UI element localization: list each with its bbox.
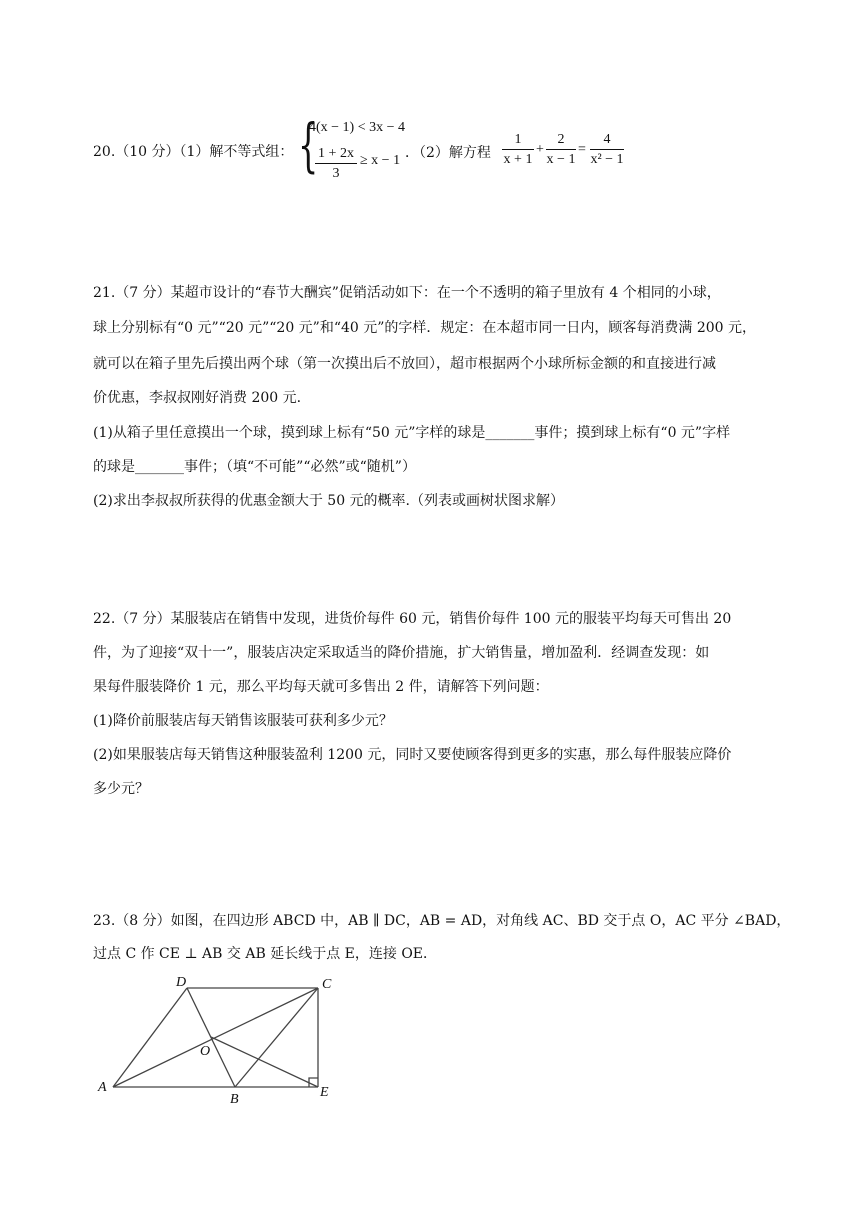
- q22-line: 22.（7 分）某服装店在销售中发现，进货价每件 60 元，销售价每件 100 元的服装平均每天可售出 20: [93, 611, 732, 627]
- equation-fraction-2: 2 x − 1: [546, 132, 576, 167]
- quadrilateral-figure: [90, 970, 350, 1110]
- inequality-2-fraction: 1 + 2x 3: [315, 145, 357, 182]
- label-B: B: [230, 1092, 239, 1107]
- q20-prefix: 20.（10 分）（1）解不等式组：: [93, 144, 294, 160]
- q22-part-1: (1)降价前服装店每天销售该服装可获利多少元？: [93, 713, 393, 729]
- inequality-1: 4(x − 1) < 3x − 4: [309, 120, 406, 135]
- q20-mid: ．（2）解方程: [405, 145, 491, 161]
- segment-BC: [235, 988, 318, 1087]
- segment-OE: [211, 1037, 318, 1087]
- equation-fraction-1: 1 x + 1: [503, 132, 533, 167]
- label-C: C: [322, 977, 332, 992]
- label-A: A: [98, 1080, 107, 1095]
- equals-sign: =: [578, 142, 586, 157]
- inequality-2-rhs: ≥ x − 1: [360, 153, 401, 168]
- right-angle-mark: [309, 1078, 318, 1087]
- system-brace: {: [298, 111, 319, 179]
- q21-line: 21.（7 分）某超市设计的“春节大酬宾”促销活动如下：在一个不透明的箱子里放有 4 个相同的小球，: [93, 285, 721, 301]
- label-D: D: [176, 975, 187, 990]
- q21-line: 就可以在箱子里先后摸出两个球（第一次摸出后不放回），超市根据两个小球所标金额的和直接进行减: [93, 356, 716, 372]
- q23-line-1: 23.（8 分）如图，在四边形 ABCD 中，AB ∥ DC，AB = AD，对角线 AC、BD 交于点 O，AC 平分 ∠BAD，: [93, 913, 791, 929]
- q23-line-2: 过点 C 作 CE ⊥ AB 交 AB 延长线于点 E，连接 OE．: [93, 946, 438, 962]
- q21-part-2: (2)求出李叔叔所获得的优惠金额大于 50 元的概率.（列表或画树状图求解）: [93, 493, 564, 509]
- q21-line: 球上分别标有“0 元”“20 元”“20 元”和“40 元”的字样．规定：在本超市同一日内，顾客每消费满 200 元，: [93, 320, 757, 336]
- q22-line: 件，为了迎接“双十一”，服装店决定采取适当的降价措施，扩大销售量，增加盈利．经调查发现：如: [93, 645, 710, 661]
- q22-part-2: (2)如果服装店每天销售这种服装盈利 1200 元，同时又要使顾客得到更多的实惠，那么每件服装应降价: [93, 747, 732, 763]
- q21-line: 价优惠，李叔叔刚好消费 200 元.: [93, 390, 302, 406]
- segment-AD: [113, 988, 187, 1087]
- label-E: E: [320, 1085, 329, 1100]
- q21-line: 的球是_______事件；（填“不可能”“必然”或“随机”）: [93, 459, 416, 475]
- q21-part-1: (1)从箱子里任意摸出一个球，摸到球上标有“50 元”字样的球是_______事件；摸到球上标有“0 元”字样: [93, 425, 731, 441]
- equation-fraction-3: 4 x² − 1: [590, 132, 624, 167]
- plus-sign: +: [536, 142, 544, 157]
- q22-line: 多少元？: [93, 781, 149, 797]
- label-O: O: [200, 1044, 211, 1059]
- q22-line: 果每件服装降价 1 元，那么平均每天就可多售出 2 件，请解答下列问题：: [93, 679, 549, 695]
